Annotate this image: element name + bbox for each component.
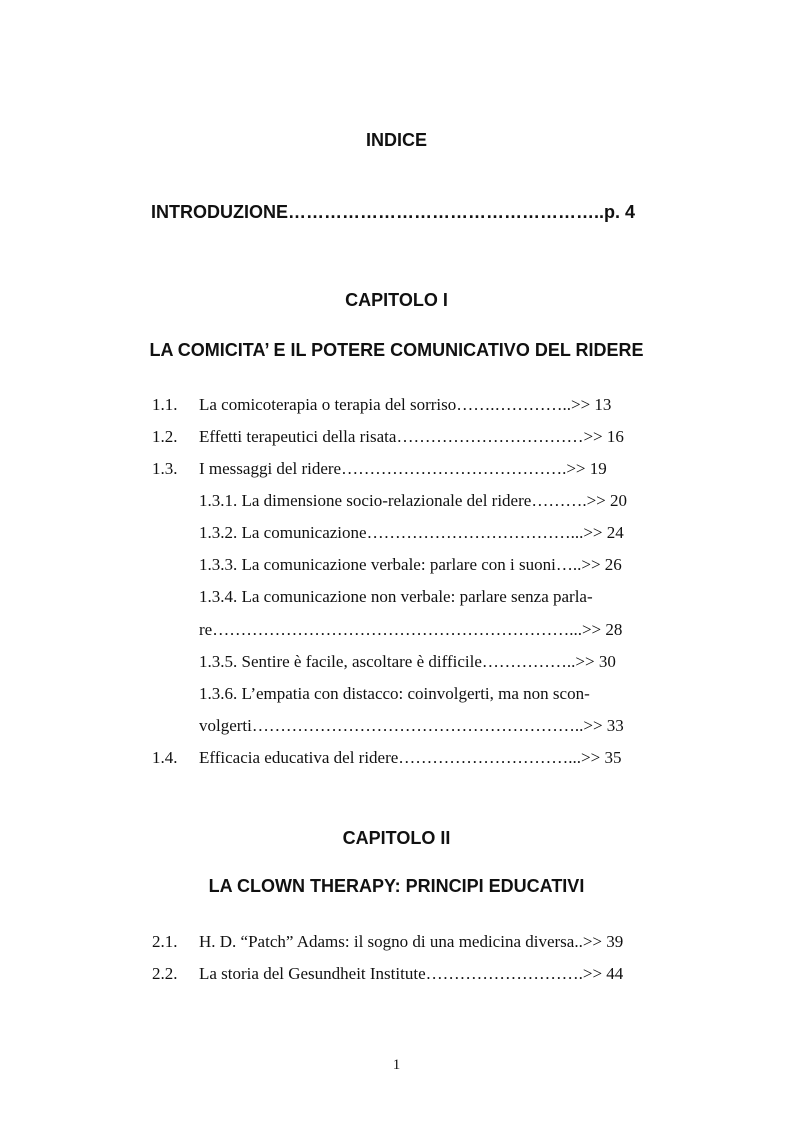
page-title: INDICE: [365, 130, 427, 150]
toc-subentry: 1.3.5. Sentire è facile, ascoltare è difficile……………..>> 30: [199, 652, 616, 671]
toc-introduction: INTRODUZIONE……………………………………………..p. 4: [151, 202, 636, 222]
toc-subentry: 1.3.6. L’empatia con distacco: coinvolgerti, ma non scon-: [199, 684, 590, 703]
toc-subentry-continuation: re………………………………………………………...>> 28: [199, 620, 623, 639]
toc-subentry: 1.3.3. La comunicazione verbale: parlare con i suoni…..>> 26: [199, 555, 622, 574]
toc-entry-number: 1.1.: [152, 395, 178, 414]
toc-subentry-continuation: volgerti…………………………………………………..>> 33: [199, 716, 624, 735]
toc-entry-number: 1.2.: [152, 427, 178, 446]
toc-subentry: 1.3.1. La dimensione socio-relazionale del ridere……….>> 20: [199, 491, 627, 510]
toc-entry: La comicoterapia o terapia del sorriso…….…………..>> 13: [199, 395, 612, 414]
chapter-2-title: LA CLOWN THERAPY: PRINCIPI EDUCATIVI: [208, 876, 585, 896]
toc-subentry: 1.3.4. La comunicazione non verbale: parlare senza parla-: [199, 587, 593, 606]
toc-entry: Efficacia educativa del ridere…………………………...>> 35: [199, 748, 622, 767]
page-number: 1: [392, 1057, 401, 1073]
toc-entry: H. D. “Patch” Adams: il sogno di una medicina diversa..>> 39: [199, 932, 624, 951]
toc-entry-number: 2.1.: [152, 932, 178, 951]
toc-entry: I messaggi del ridere………………………………….>> 19: [199, 459, 607, 478]
toc-subentry: 1.3.2. La comunicazione………………………………...>> 24: [199, 523, 624, 542]
chapter-1-label: CAPITOLO I: [345, 290, 448, 310]
chapter-2-label: CAPITOLO II: [342, 828, 451, 848]
chapter-1-title: LA COMICITA’ E IL POTERE COMUNICATIVO DEL RIDERE: [149, 340, 644, 360]
toc-entry: La storia del Gesundheit Institute……………………….>> 44: [199, 964, 624, 983]
toc-entry: Effetti terapeutici della risata……………………………>> 16: [199, 427, 624, 446]
toc-entry-number: 1.3.: [152, 459, 178, 478]
toc-entry-number: 2.2.: [152, 964, 178, 983]
toc-entry-number: 1.4.: [152, 748, 178, 767]
